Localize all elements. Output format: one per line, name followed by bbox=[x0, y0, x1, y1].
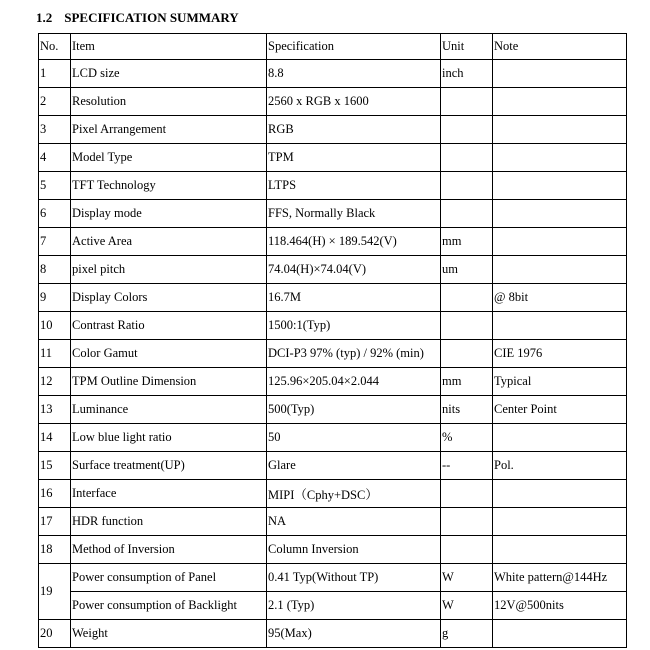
cell-specification: 2560 x RGB x 1600 bbox=[267, 88, 441, 116]
header-note: Note bbox=[493, 34, 627, 60]
cell-no: 16 bbox=[39, 480, 71, 508]
cell-specification: 0.41 Typ(Without TP) bbox=[267, 564, 441, 592]
section-number: 1.2 bbox=[36, 10, 53, 25]
cell-no: 7 bbox=[39, 228, 71, 256]
table-row bbox=[39, 508, 627, 536]
cell-note: Typical bbox=[493, 368, 627, 396]
cell-unit bbox=[441, 480, 493, 508]
table-row bbox=[39, 88, 627, 116]
cell-specification: MIPI（Cphy+DSC） bbox=[267, 480, 441, 508]
cell-note: Pol. bbox=[493, 452, 627, 480]
cell-note: 12V@500nits bbox=[493, 592, 627, 620]
cell-specification: 500(Typ) bbox=[267, 396, 441, 424]
cell-item: Model Type bbox=[71, 144, 267, 172]
cell-unit: % bbox=[441, 424, 493, 452]
table-row bbox=[39, 228, 627, 256]
table-row bbox=[39, 340, 627, 368]
table-row bbox=[39, 396, 627, 424]
cell-no: 5 bbox=[39, 172, 71, 200]
cell-specification: RGB bbox=[267, 116, 441, 144]
table-row bbox=[39, 60, 627, 88]
cell-unit: mm bbox=[441, 228, 493, 256]
cell-item: Interface bbox=[71, 480, 267, 508]
cell-specification: 8.8 bbox=[267, 60, 441, 88]
cell-no: 14 bbox=[39, 424, 71, 452]
cell-note bbox=[493, 424, 627, 452]
cell-item: HDR function bbox=[71, 508, 267, 536]
cell-item: Weight bbox=[71, 620, 267, 648]
table-row bbox=[39, 200, 627, 228]
cell-no: 1 bbox=[39, 60, 71, 88]
cell-no: 10 bbox=[39, 312, 71, 340]
cell-note bbox=[493, 60, 627, 88]
cell-no: 2 bbox=[39, 88, 71, 116]
table-row bbox=[39, 368, 627, 396]
cell-note bbox=[493, 144, 627, 172]
table-row bbox=[39, 312, 627, 340]
cell-item: Display Colors bbox=[71, 284, 267, 312]
specification-table bbox=[38, 33, 627, 648]
cell-unit: mm bbox=[441, 368, 493, 396]
table-row bbox=[39, 620, 627, 648]
cell-no: 20 bbox=[39, 620, 71, 648]
header-no: No. bbox=[39, 34, 71, 60]
cell-note bbox=[493, 480, 627, 508]
table-row bbox=[39, 564, 627, 592]
cell-unit bbox=[441, 508, 493, 536]
cell-unit bbox=[441, 200, 493, 228]
table-row bbox=[39, 144, 627, 172]
header-unit: Unit bbox=[441, 34, 493, 60]
cell-no: 11 bbox=[39, 340, 71, 368]
cell-item: LCD size bbox=[71, 60, 267, 88]
cell-item: Resolution bbox=[71, 88, 267, 116]
cell-note: CIE 1976 bbox=[493, 340, 627, 368]
cell-item: Active Area bbox=[71, 228, 267, 256]
table-row bbox=[39, 452, 627, 480]
cell-note bbox=[493, 508, 627, 536]
cell-note bbox=[493, 312, 627, 340]
cell-no: 8 bbox=[39, 256, 71, 284]
cell-unit: um bbox=[441, 256, 493, 284]
cell-specification: 1500:1(Typ) bbox=[267, 312, 441, 340]
table-row bbox=[39, 424, 627, 452]
cell-specification: 50 bbox=[267, 424, 441, 452]
cell-unit: inch bbox=[441, 60, 493, 88]
cell-unit: -- bbox=[441, 452, 493, 480]
cell-no: 17 bbox=[39, 508, 71, 536]
cell-unit bbox=[441, 172, 493, 200]
cell-unit: g bbox=[441, 620, 493, 648]
table-row bbox=[39, 284, 627, 312]
table-row bbox=[39, 256, 627, 284]
cell-unit bbox=[441, 144, 493, 172]
cell-unit: W bbox=[441, 564, 493, 592]
cell-note: White pattern@144Hz bbox=[493, 564, 627, 592]
cell-specification: NA bbox=[267, 508, 441, 536]
table-row bbox=[39, 592, 627, 620]
cell-no: 15 bbox=[39, 452, 71, 480]
cell-unit: W bbox=[441, 592, 493, 620]
cell-unit bbox=[441, 536, 493, 564]
cell-specification: 16.7M bbox=[267, 284, 441, 312]
cell-note bbox=[493, 200, 627, 228]
cell-no: 3 bbox=[39, 116, 71, 144]
cell-item: Color Gamut bbox=[71, 340, 267, 368]
cell-unit bbox=[441, 88, 493, 116]
cell-item: Power consumption of Panel bbox=[71, 564, 267, 592]
cell-specification: 125.96×205.04×2.044 bbox=[267, 368, 441, 396]
cell-specification: 2.1 (Typ) bbox=[267, 592, 441, 620]
table-row bbox=[39, 536, 627, 564]
cell-item: Low blue light ratio bbox=[71, 424, 267, 452]
cell-no: 13 bbox=[39, 396, 71, 424]
cell-note bbox=[493, 536, 627, 564]
cell-item: Display mode bbox=[71, 200, 267, 228]
header-item: Item bbox=[71, 34, 267, 60]
cell-note bbox=[493, 620, 627, 648]
cell-note: @ 8bit bbox=[493, 284, 627, 312]
cell-specification: FFS, Normally Black bbox=[267, 200, 441, 228]
cell-unit bbox=[441, 116, 493, 144]
cell-specification: 74.04(H)×74.04(V) bbox=[267, 256, 441, 284]
cell-item: Method of Inversion bbox=[71, 536, 267, 564]
cell-specification: Column Inversion bbox=[267, 536, 441, 564]
cell-item: Contrast Ratio bbox=[71, 312, 267, 340]
cell-no: 12 bbox=[39, 368, 71, 396]
table-header-row bbox=[39, 34, 627, 60]
cell-no: 19 bbox=[39, 564, 71, 620]
cell-note bbox=[493, 88, 627, 116]
cell-note: Center Point bbox=[493, 396, 627, 424]
cell-item: TFT Technology bbox=[71, 172, 267, 200]
cell-item: Luminance bbox=[71, 396, 267, 424]
cell-unit bbox=[441, 340, 493, 368]
cell-item: Power consumption of Backlight bbox=[71, 592, 267, 620]
cell-item: Surface treatment(UP) bbox=[71, 452, 267, 480]
cell-item: TPM Outline Dimension bbox=[71, 368, 267, 396]
cell-note bbox=[493, 256, 627, 284]
cell-note bbox=[493, 172, 627, 200]
cell-unit: nits bbox=[441, 396, 493, 424]
cell-no: 18 bbox=[39, 536, 71, 564]
cell-no: 9 bbox=[39, 284, 71, 312]
cell-specification: 95(Max) bbox=[267, 620, 441, 648]
cell-unit bbox=[441, 284, 493, 312]
section-title: SPECIFICATION SUMMARY bbox=[64, 10, 239, 25]
section-heading bbox=[36, 10, 239, 26]
cell-no: 4 bbox=[39, 144, 71, 172]
cell-specification: 118.464(H) × 189.542(V) bbox=[267, 228, 441, 256]
table-row bbox=[39, 116, 627, 144]
cell-specification: DCI-P3 97% (typ) / 92% (min) bbox=[267, 340, 441, 368]
cell-item: pixel pitch bbox=[71, 256, 267, 284]
cell-no: 6 bbox=[39, 200, 71, 228]
cell-unit bbox=[441, 312, 493, 340]
cell-note bbox=[493, 228, 627, 256]
table-row bbox=[39, 480, 627, 508]
cell-specification: TPM bbox=[267, 144, 441, 172]
cell-note bbox=[493, 116, 627, 144]
header-specification: Specification bbox=[267, 34, 441, 60]
cell-item: Pixel Arrangement bbox=[71, 116, 267, 144]
table-row bbox=[39, 172, 627, 200]
cell-specification: Glare bbox=[267, 452, 441, 480]
cell-specification: LTPS bbox=[267, 172, 441, 200]
